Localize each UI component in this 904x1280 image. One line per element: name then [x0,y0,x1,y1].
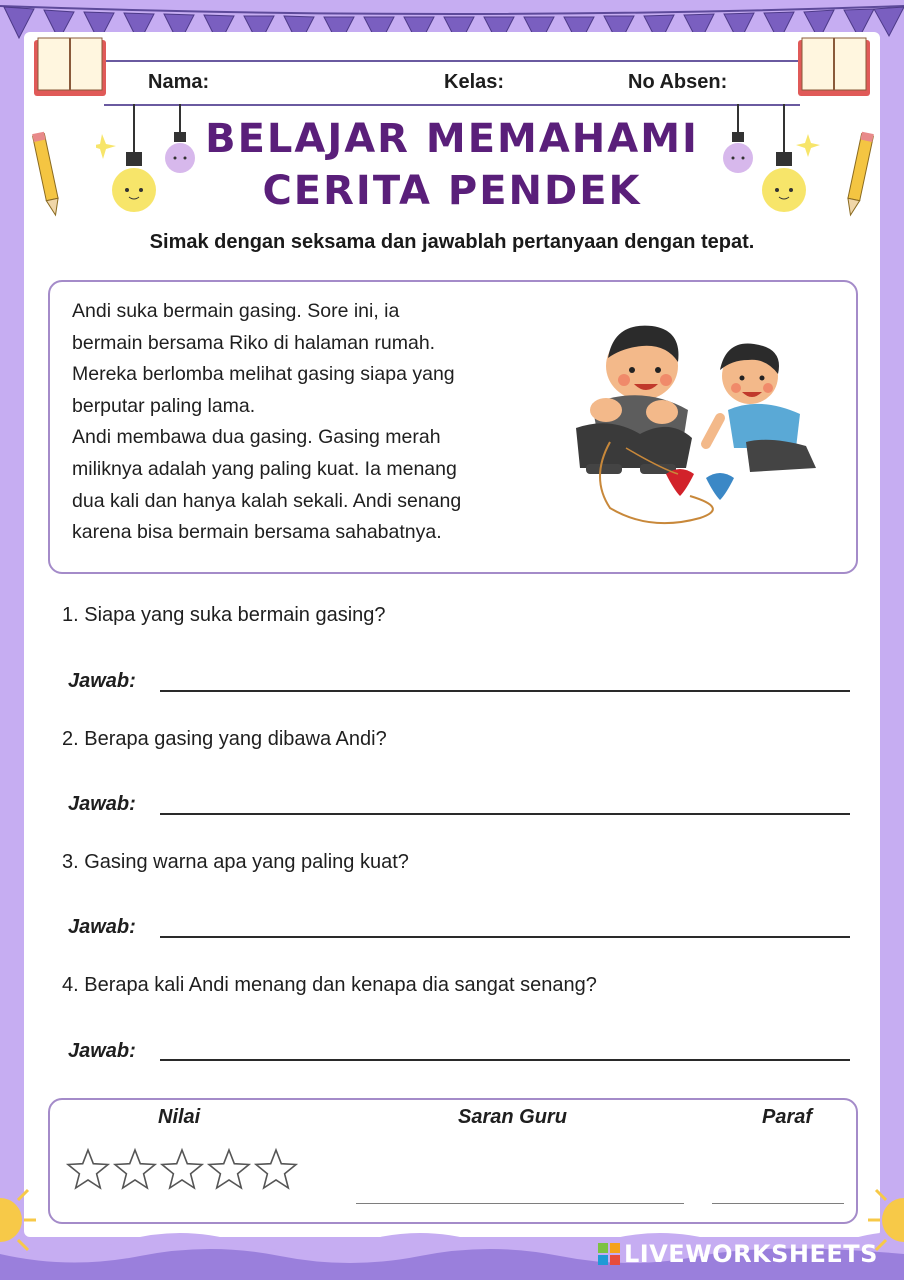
question-1: 1. Siapa yang suka bermain gasing? [62,604,386,626]
story-line: berputar paling lama. [72,394,256,417]
boys-playing-gasing-illustration [570,318,832,532]
open-book-icon-left [30,34,110,104]
rating-star-icon[interactable] [68,1150,108,1188]
answer-line-1 [160,690,850,692]
paraf-line [712,1203,844,1204]
answer-line-2 [160,813,850,815]
nama-label: Nama: [148,71,210,93]
story-line: dua kali dan hanya kalah sekali. Andi senang [72,489,462,512]
answer-line-3 [160,936,850,938]
question-4: 4. Berapa kali Andi menang dan kenapa dia sangat senang? [62,974,597,996]
story-line: bermain bersama Riko di halaman rumah. [72,331,436,354]
saran-guru-label: Saran Guru [458,1106,567,1128]
answer-label-2: Jawab: [68,793,136,815]
liveworksheets-brand: LIVEWORKSHEETS [624,1240,878,1268]
answer-input-3[interactable] [160,902,854,936]
kelas-label: Kelas: [444,71,505,93]
story-line: miliknya adalah yang paling kuat. Ia menang [72,457,457,480]
answer-input-2[interactable] [160,779,854,813]
rating-star-icon[interactable] [256,1150,296,1188]
title-line-2: CERITA PENDEK [262,168,642,214]
question-2: 2. Berapa gasing yang dibawa Andi? [62,728,387,750]
instruction-text: Simak dengan seksama dan jawablah pertanyaan dengan tepat. [149,231,755,253]
story-line: Andi membawa dua gasing. Gasing merah [72,426,441,449]
open-book-icon-right [794,34,874,104]
answer-input-1[interactable] [160,656,854,690]
saran-guru-line [356,1203,684,1204]
answer-label-1: Jawab: [68,670,136,692]
rating-star-icon[interactable] [162,1150,202,1188]
saran-guru-input[interactable] [356,1163,688,1201]
title-line-1: BELAJAR MEMAHAMI [205,116,699,162]
story-line: Andi suka bermain gasing. Sore ini, ia [72,300,400,322]
answer-label-3: Jawab: [68,916,136,938]
liveworksheets-logo-icon [598,1243,620,1265]
answer-line-4 [160,1059,850,1061]
story-text [72,296,562,549]
paraf-label: Paraf [762,1106,813,1128]
rating-star-icon[interactable] [209,1150,249,1188]
sun-icon-left [0,1180,40,1260]
answer-label-4: Jawab: [68,1040,136,1062]
nilai-label: Nilai [158,1106,201,1128]
answer-input-4[interactable] [160,1025,854,1059]
rating-stars [64,1146,304,1196]
absen-label: No Absen: [628,71,728,93]
story-line: Mereka berlomba melihat gasing siapa yang [72,363,455,386]
rating-star-icon[interactable] [115,1150,155,1188]
question-3: 3. Gasing warna apa yang paling kuat? [62,851,409,873]
paraf-input[interactable] [712,1163,848,1201]
story-line: karena bisa bermain bersama sahabatnya. [72,521,442,544]
